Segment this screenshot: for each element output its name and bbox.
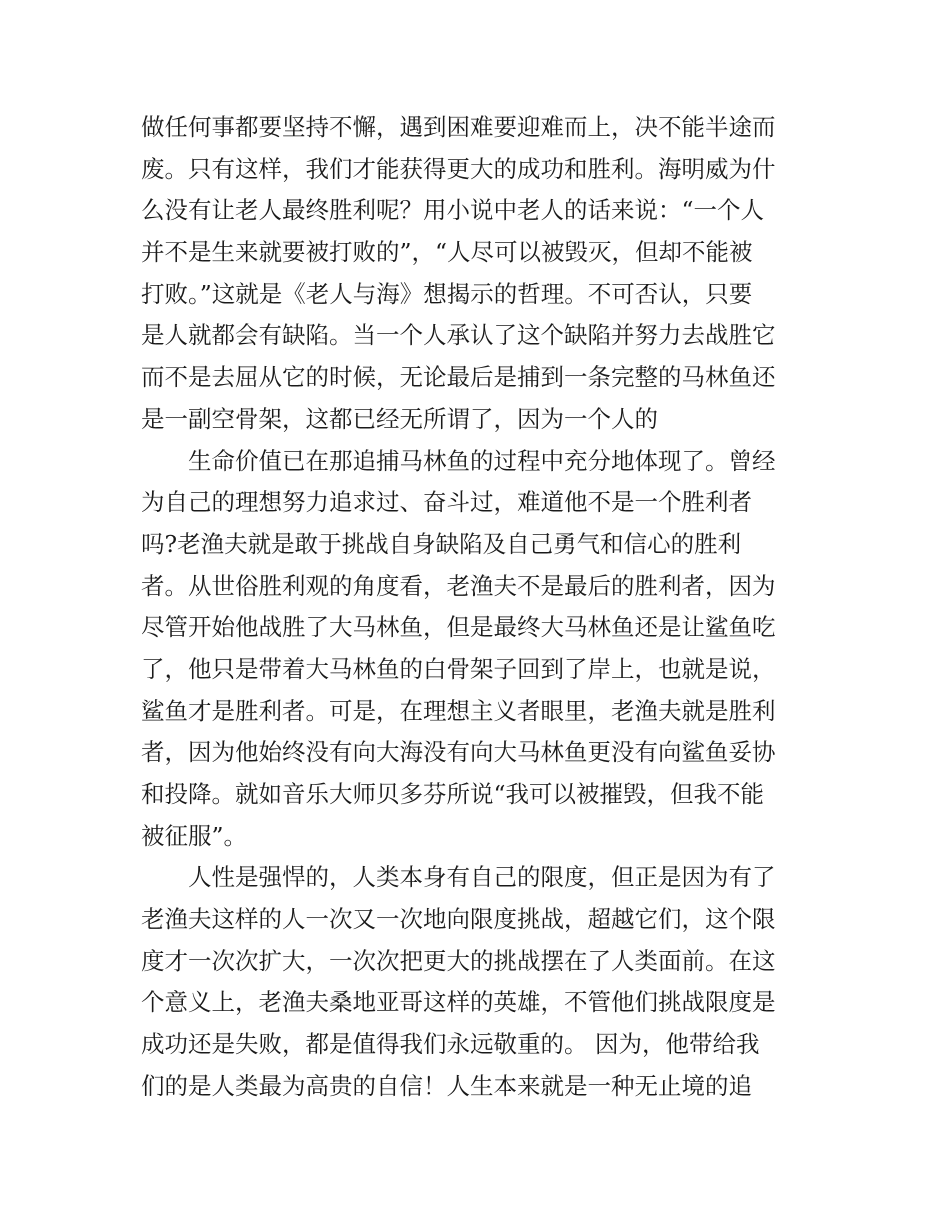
- text-line: 鲨鱼才是胜利者。可是，在理想主义者眼里，老渔夫就是胜利: [141, 696, 776, 725]
- text-line: 是人就都会有缺陷。当一个人承认了这个缺陷并努力去战胜它: [141, 321, 776, 350]
- text-line: 吗?老渔夫就是敢于挑战自身缺陷及自己勇气和信心的胜利: [141, 529, 742, 558]
- text-line: 并不是生来就要被打败的”，“人尽可以被毁灭，但却不能被: [141, 238, 753, 267]
- text-line: 被征服”。: [141, 821, 248, 850]
- text-line: 和投降。就如音乐大师贝多芬所说“我可以被摧毁，但我不能: [141, 780, 765, 808]
- text-line: 么没有让老人最终胜利呢？用小说中老人的话来说：“一个人: [141, 196, 765, 225]
- text-line: 生命价值已在那追捕马林鱼的过程中充分地体现了。曾经: [188, 446, 776, 475]
- text-line: 人性是强悍的，人类本身有自己的限度，但正是因为有了: [188, 863, 776, 892]
- text-line: 为自己的理想努力追求过、奋斗过，难道他不是一个胜利者: [141, 488, 752, 517]
- text-line: 度才一次次扩大，一次次把更大的挑战摆在了人类面前。在这: [141, 946, 776, 975]
- text-line: 是一副空骨架，这都已经无所谓了，因为一个人的: [141, 404, 658, 433]
- paragraph-2: [141, 441, 813, 858]
- paragraph-1: [141, 107, 813, 441]
- text-line: 成功还是失败，都是值得我们永远敬重的。 因为，他带给我: [141, 1030, 760, 1059]
- paragraph-3: [141, 857, 813, 1107]
- text-line: 个意义上，老渔夫桑地亚哥这样的英雄，不管他们挑战限度是: [141, 988, 776, 1017]
- document-body: [141, 107, 813, 1108]
- text-line: 废。只有这样，我们才能获得更大的成功和胜利。海明威为什: [141, 154, 776, 183]
- text-line: 者，因为他始终没有向大海没有向大马林鱼更没有向鲨鱼妥协: [141, 738, 776, 767]
- text-line: 打败。”这就是《老人与海》想揭示的哲理。不可否认，只要: [141, 279, 753, 308]
- text-line: 们的是人类最为高贵的自信！人生本来就是一种无止境的追: [141, 1071, 752, 1100]
- text-line: 做任何事都要坚持不懈，遇到困难要迎难而上，决不能半途而: [141, 113, 776, 141]
- text-line: 了，他只是带着大马林鱼的白骨架子回到了岸上，也就是说，: [141, 654, 776, 683]
- text-line: 老渔夫这样的人一次又一次地向限度挑战，超越它们，这个限: [141, 905, 776, 934]
- text-line: 者。从世俗胜利观的角度看，老渔夫不是最后的胜利者，因为: [141, 571, 776, 600]
- text-line: 尽管开始他战胜了大马林鱼，但是最终大马林鱼还是让鲨鱼吃: [141, 613, 776, 642]
- text-line: 而不是去屈从它的时候，无论最后是捕到一条完整的马林鱼还: [141, 363, 776, 392]
